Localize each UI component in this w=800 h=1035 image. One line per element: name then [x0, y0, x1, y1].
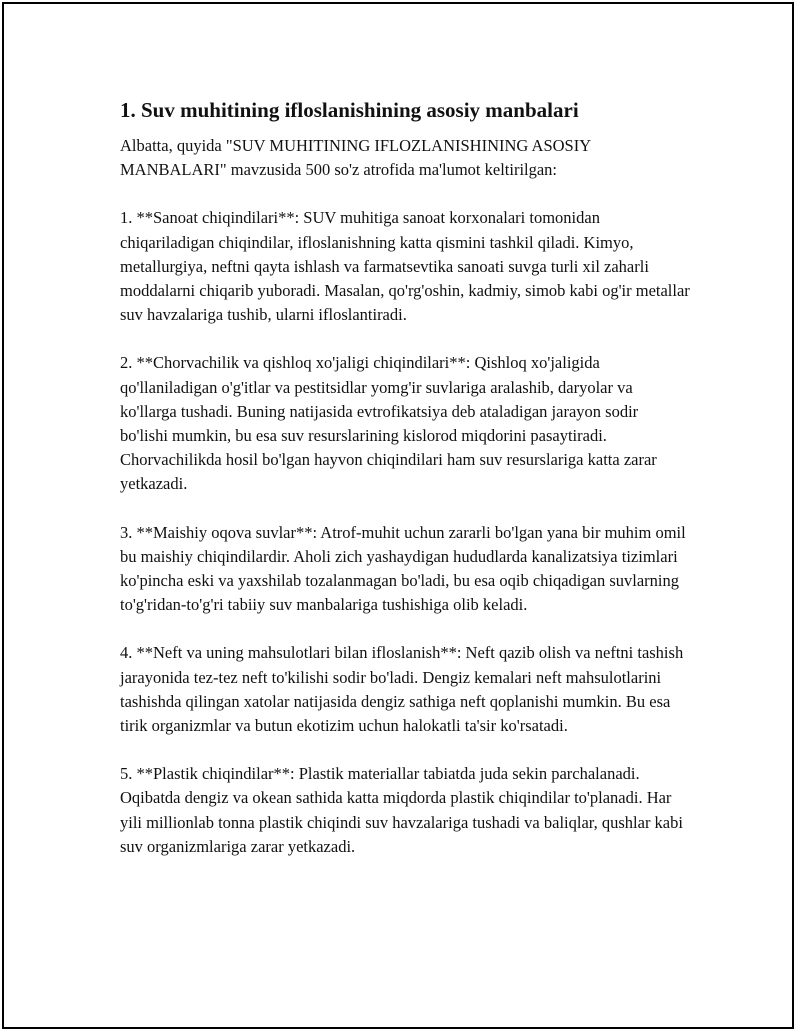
paragraph-agricultural-waste: 2. **Chorvachilik va qishloq xo'jaligi chiqindilari**: Qishloq xo'jaligida qo'llaniladigan o'g'itlar va pestitsidlar yomg'ir suvlariga aralashib, daryolar va ko'llarga tushadi. Buning natijasida evtrofikatsiya deb ataladigan jarayon sodir bo'lishi mumkin, bu esa suv resurslarining kislorod miqdorini pasaytiradi. Chorvachilikda hosil bo'lgan hayvon chiqindilari ham suv resurslariga katta zarar yetkazadi. — [120, 353, 657, 494]
intro-paragraph: Albatta, quyida "SUV MUHITINING IFLOZLANISHINING ASOSIY MANBALARI" mavzusida 500 so'z atrofida ma'lumot keltirilgan: — [120, 136, 591, 180]
paragraph-industrial-waste: 1. **Sanoat chiqindilari**: SUV muhitiga sanoat korxonalari tomonidan chiqariladigan chiqindilar, ifloslanishning katta qismini tashkil qiladi. Kimyo, metallurgiya, neftni qayta ishlash va farmatsevtika sanoati suvga turli xil zaharli moddalarni chiqarib yuboradi. Masalan, qo'rg'oshin, kadmiy, simob kabi og'ir metallar suv havzalariga tushib, ularni ifloslantiradi. — [120, 208, 690, 325]
paragraph-household-wastewater: 3. **Maishiy oqova suvlar**: Atrof-muhit uchun zararli bo'lgan yana bir muhim omil bu maishiy chiqindilardir. Aholi zich yashaydigan hududlarda kanalizatsiya tizimlari ko'pincha eski va yaxshilab tozalanmagan bo'ladi, bu esa oqib chiqadigan suvlarning to'g'ridan-to'g'ri tabiiy suv manbalariga tushishiga olib keladi. — [120, 522, 686, 615]
document-title: 1. Suv muhitining ifloslanishining asosiy manbalari — [120, 98, 579, 122]
page-frame — [2, 2, 794, 1029]
paragraph-plastic-waste: 5. **Plastik chiqindilar**: Plastik materiallar tabiatda juda sekin parchalanadi. Oqibatda dengiz va okean sathida katta miqdorda plastik chiqindilar to'planadi. Har yili millionlab tonna plastik chiqindi suv havzalariga tushadi va baliqlar, qushlar kabi suv organizmlariga zarar yetkazadi. — [120, 764, 683, 856]
paragraph-oil-pollution: 4. **Neft va uning mahsulotlari bilan ifloslanish**: Neft qazib olish va neftni tashish jarayonida tez-tez neft to'kilishi sodir bo'ladi. Dengiz kemalari neft mahsulotlarini tashishda qilingan xatolar natijasida dengiz sathiga neft qoplanishi mumkin. Bu esa tirik organizmlar va butun ekotizim uchun halokatli ta'sir ko'rsatadi. — [120, 643, 684, 736]
document-body — [120, 96, 690, 883]
